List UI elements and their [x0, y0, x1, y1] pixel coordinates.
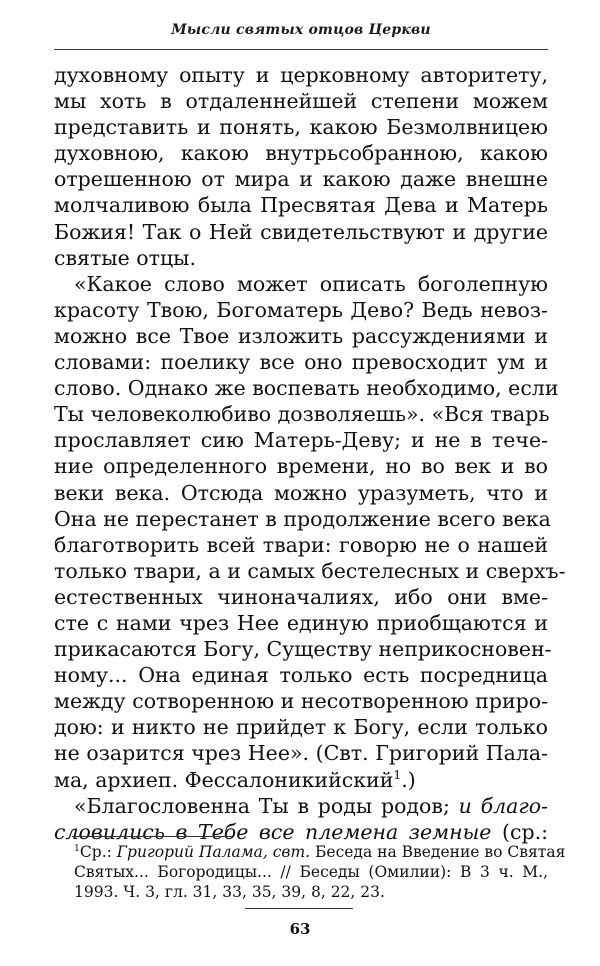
- page-number: 63: [289, 920, 311, 938]
- text-line: можно все Твое изложить рассуждениями и: [54, 323, 548, 348]
- text-line: святые отцы.: [54, 245, 196, 270]
- text-line: прославляет сию Матерь-Деву; и не в тече-: [54, 428, 548, 453]
- text-line: ному... Она единая только есть посредница: [54, 663, 548, 688]
- text-line: прикасаются Богу, Существу неприкосновен-: [54, 637, 552, 662]
- text-line: ние определенного времени, но во век и во: [54, 454, 548, 479]
- text-line: «Благословенна Ты в роды родов; и благо-: [74, 793, 548, 818]
- text-line: мы хоть в отдаленнейшей степени можем: [54, 89, 548, 114]
- footnote-marker: 1: [74, 842, 80, 854]
- footnote-line: Святых... Богородицы... // Беседы (Омилии): В 3 ч. М.,: [74, 863, 548, 881]
- text-line: благотворить всей твари: говорю не о нашей: [54, 532, 548, 557]
- header-rule: [54, 49, 548, 50]
- text-line: духовною, какою внутрьсобранною, какою: [54, 141, 548, 166]
- text-line: только твари, а и самых бестелесных и сверхъ-: [54, 558, 566, 583]
- text-line: Она не перестанет в продолжение всего века: [54, 506, 551, 531]
- text-line: «Какое слово может описать боголепную: [74, 271, 548, 296]
- text-line: Божия! Так о Ней свидетельствуют и другие: [54, 219, 548, 244]
- text-line: словами: поелику все оно превосходит ум и: [54, 350, 548, 375]
- text-line: веки века. Отсюда можно уразуметь, что и: [54, 480, 548, 505]
- text-line: между сотворенною и несотворенною приро-: [54, 689, 548, 714]
- text-line: естественных чиноначалиях, ибо они вме-: [54, 584, 548, 609]
- text-line: не озарится чрез Нее». (Свт. Григорий Пала-: [54, 741, 548, 766]
- footnote-line: $^1$Ср.: Григорий Палама, свт. Беседа на Введение во Святая: [74, 842, 566, 861]
- text-line: отрешенною от мира и какою даже внешне: [54, 167, 548, 192]
- footnote-line: 1993. Ч. 3, гл. 31, 33, 35, 39, 8, 22, 23.: [74, 883, 385, 901]
- text-line: дою: и никто не прийдет к Богу, если только: [54, 715, 548, 740]
- text-line: представить и понять, какою Безмолвницею: [54, 115, 548, 140]
- text-line: молчаливою была Пресвятая Дева и Матерь: [54, 193, 548, 218]
- text-line: словились в Тебе все племена земные (ср.:: [54, 819, 548, 844]
- text-line: красоту Твою, Богоматерь Дево? Ведь невоз-: [54, 297, 548, 322]
- text-line: слово. Однако же воспевать необходимо, если: [54, 376, 559, 401]
- text-line: ма, архиеп. Фессалоникийский$^1$.): [54, 767, 416, 792]
- text-line: сте с нами чрез Нее единую приобщаются и: [54, 610, 548, 635]
- running-head: Мысли святых отцов Церкви: [171, 22, 431, 38]
- footnote-reference[interactable]: 1: [393, 767, 402, 782]
- footnote: [74, 842, 566, 902]
- text-line: Ты человеколюбиво дозволяешь». «Вся тварь: [54, 402, 550, 427]
- body-text: [54, 62, 566, 845]
- footnote-separator: [72, 836, 232, 837]
- text-line: духовному опыту и церковному авторитету,: [54, 63, 548, 87]
- page-number-rule: [245, 908, 353, 909]
